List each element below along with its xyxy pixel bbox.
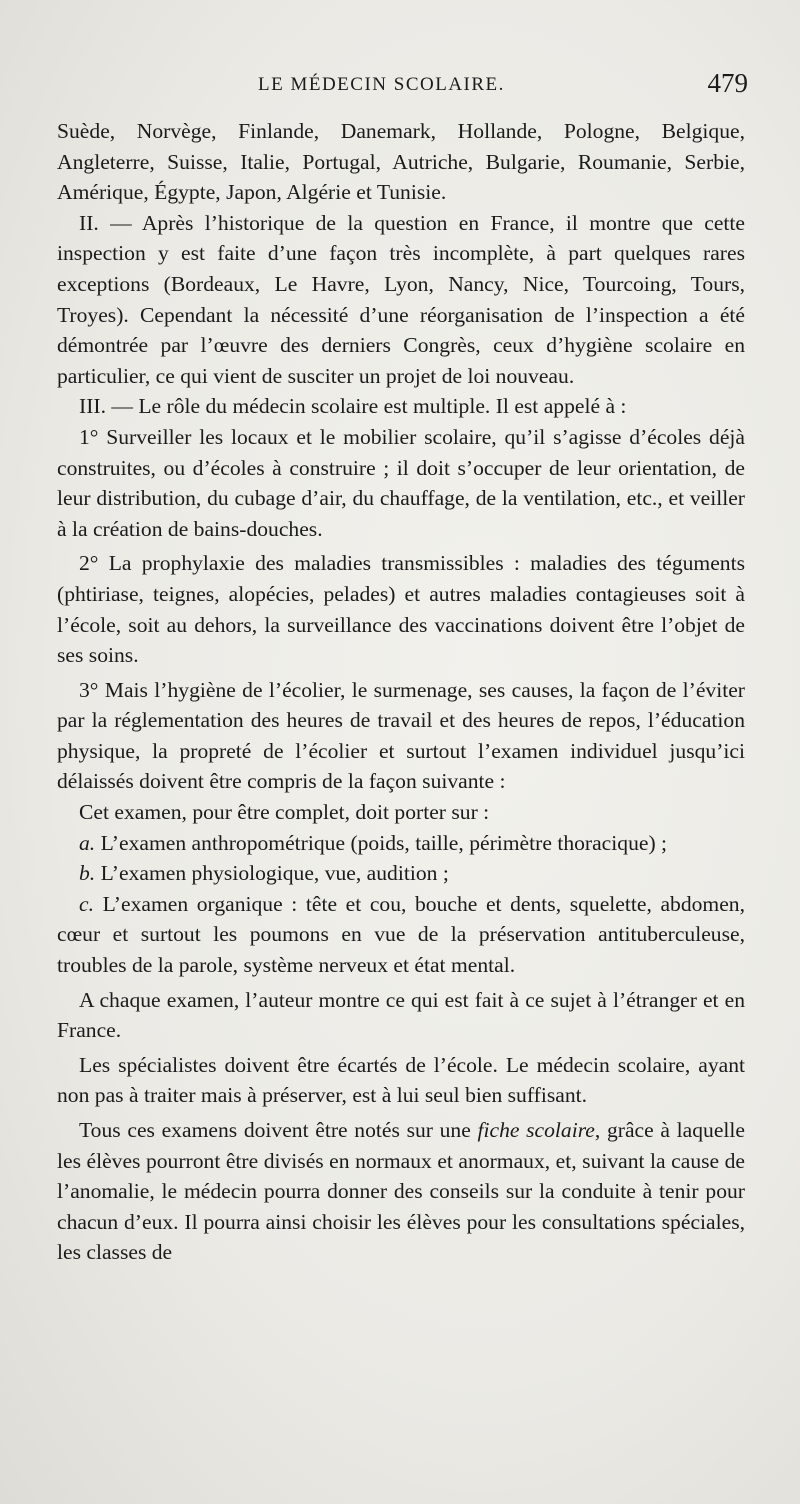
exam-b-text: L’examen physiologique, vue, audition ; xyxy=(95,861,449,886)
paragraph-exam-a xyxy=(57,828,745,859)
paragraph-countries: Suède, Norvège, Finlande, Danemark, Hollande, Pologne, Belgique, Angleterre, Suisse, Italie, Portugal, Autriche, Bulgarie, Roumanie, Serbie, Amérique, Égypte, Japon, Algérie et Tunisie. xyxy=(57,119,745,205)
paragraph-exam-c xyxy=(57,889,745,981)
paragraph-item-1: 1° Surveiller les locaux et le mobilier scolaire, qu’il s’agisse d’écoles déjà construites, ou d’écoles à construire ; il doit s’occuper de leur orientation, de leur distribution, du cubage d’air, du chauffage, de la ventilation, etc., et veiller à la création de bains-douches. xyxy=(57,424,745,541)
paragraph-exam-intro: Cet examen, pour être complet, doit porter sur : xyxy=(79,800,490,825)
paragraph-exam-b xyxy=(57,858,745,889)
paragraph-fiche-scolaire xyxy=(57,1115,745,1268)
fiche-text-a: Tous ces examens doivent être notés sur une xyxy=(79,1118,478,1142)
paragraph-section-ii: II. — Après l’historique de la question en France, il montre que cette inspection y est faite d’une façon très incomplète, à part quelques rares exceptions (Bordeaux, Le Havre, Lyon, Nancy, Nice, Tourcoing, Tours, Troyes). Cependant la nécessité d’une réorganisation de l’inspection a été démontrée par l’œuvre des derniers Congrès, ceux d’hygiène scolaire en particulier, ce qui vient de susciter un projet de loi nouveau. xyxy=(57,210,745,388)
fiche-scolaire-term: fiche scolaire xyxy=(477,1118,595,1142)
exam-a-text: L’examen anthropométrique (poids, taille, périmètre thoracique) ; xyxy=(95,830,668,855)
paragraph-item-2: 2° La prophylaxie des maladies transmissibles : maladies des téguments (phtiriase, teignes, alopécies, pelades) et autres maladies contagieuses soit à l’école, soit au dehors, la surveillance des vaccinations doivent être l’objet de ses soins. xyxy=(57,551,745,668)
page-number: 479 xyxy=(707,68,748,98)
body-text xyxy=(57,116,745,1268)
list-letter-b: b. xyxy=(79,861,96,886)
fiche-text-b: , grâce à laquelle les élèves pourront être divisés en normaux et anormaux, et, suivant la cause de l’anomalie, le médecin pourra donner des conseils sur la conduite à tenir pour chacun d’eux. Il pourra ainsi choisir les élèves pour les consultations spéciales, les classes de xyxy=(57,1118,746,1265)
list-letter-a: a. xyxy=(79,830,96,855)
exam-c-text: L’examen organique : tête et cou, bouche et dents, squelette, abdomen, cœur et surtout les poumons en vue de la préservation antituberculeuse, troubles de la parole, système nerveux et état mental. xyxy=(57,891,745,978)
list-letter-c: c. xyxy=(79,891,94,916)
running-head xyxy=(0,68,800,104)
paragraph-specialists: Les spécialistes doivent être écartés de l’école. Le médecin scolaire, ayant non pas à traiter mais à préserver, est à lui seul bien suffisant. xyxy=(57,1052,745,1108)
paragraph-item-3: 3° Mais l’hygiène de l’écolier, le surmenage, ses causes, la façon de l’éviter par la réglementation des heures de travail et des heures de repos, l’éducation physique, la propreté de l’écolier et surtout l’examen individuel jusqu’ici délaissés doivent être compris de la façon suivante : xyxy=(57,677,745,794)
paragraph-each-exam: A chaque examen, l’auteur montre ce qui est fait à ce sujet à l’étranger et en France. xyxy=(57,987,745,1043)
paragraph-section-iii: III. — Le rôle du médecin scolaire est multiple. Il est appelé à : xyxy=(79,394,627,419)
running-title: LE MÉDECIN SCOLAIRE. xyxy=(258,74,505,95)
